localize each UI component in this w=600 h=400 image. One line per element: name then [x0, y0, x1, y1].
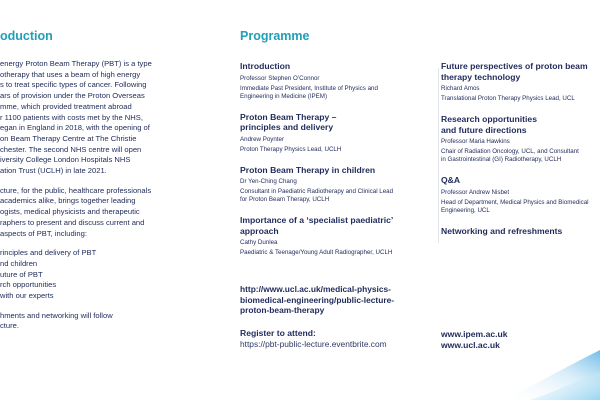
role-line: Chair of Radiation Oncology, UCL, and Consultant	[441, 148, 579, 155]
introduction-paragraph-2	[0, 186, 222, 240]
title-line: Proton Beam Therapy –	[240, 111, 337, 122]
intro-line: ars of provision under the Proton Overseas	[0, 91, 145, 101]
programme-item-title	[441, 61, 600, 82]
title-line: therapy technology	[441, 71, 521, 82]
speaker-role	[441, 148, 600, 164]
role-line: Immediate Past President, Institute of Physics and	[240, 84, 378, 92]
programme-item-title	[441, 114, 600, 135]
decorative-wave-graphic	[460, 330, 600, 400]
topic-list-item: with our experts	[0, 291, 54, 301]
title-line: and future directions	[441, 124, 527, 135]
title-line: approach	[240, 225, 279, 236]
title-line: Proton Beam Therapy in children	[240, 164, 376, 175]
programme-right-column	[441, 61, 600, 247]
intro-line: mme, which provided treatment abroad	[0, 101, 132, 111]
intro-line: hments and networking will follow	[0, 310, 113, 320]
link-line: http://www.ucl.ac.uk/medical-physics-	[240, 284, 391, 294]
intro-line: academics alike, brings together leading	[0, 196, 136, 206]
role-line: Engineering in Medicine (IPEM)	[240, 92, 328, 100]
programme-item	[240, 215, 430, 257]
intro-line: chester. The second NHS centre will open	[0, 144, 142, 154]
introduction-heading: oduction	[0, 29, 53, 43]
intro-line: egan in England in 2018, with the opening of	[0, 123, 150, 133]
speaker-name	[240, 75, 430, 83]
speaker-name	[441, 189, 600, 197]
link-line: proton-beam-therapy	[240, 305, 325, 315]
topic-list-item: nd children	[0, 258, 38, 268]
speaker-name	[240, 178, 430, 186]
role-line: Paediatric & Teenage/Young Adult Radiographer, UCLH	[240, 249, 393, 256]
intro-line: ation Trust (UCLH) in late 2021.	[0, 166, 107, 176]
intro-line: r 1100 patients with costs met by the NHS,	[0, 112, 143, 122]
intro-line: aspects of PBT, including:	[0, 228, 87, 238]
speaker-name	[240, 136, 430, 144]
role-line: Consultant in Paediatric Radiotherapy and Clinical Lead	[240, 188, 394, 195]
programme-heading: Programme	[240, 29, 310, 43]
role-line: for Proton Beam Therapy, UCLH	[240, 196, 330, 203]
speaker-role	[441, 199, 600, 215]
title-line: principles and delivery	[240, 122, 334, 132]
speaker-line: Richard Amos	[441, 85, 480, 92]
introduction-paragraph-1	[0, 59, 222, 177]
introduction-body	[0, 59, 222, 341]
role-line: Translational Proton Therapy Physics Lead, UCL	[441, 95, 575, 102]
role-line: Head of Department, Medical Physics and Biomedical	[441, 198, 589, 206]
intro-line: cture, for the public, healthcare professionals	[0, 185, 152, 195]
speaker-name	[441, 138, 600, 146]
programme-item	[240, 112, 430, 154]
introduction-paragraph-3	[0, 311, 222, 332]
programme-item	[441, 61, 600, 103]
role-line: Proton Therapy Physics Lead, UCLH	[240, 145, 342, 153]
programme-left-column	[240, 61, 430, 268]
speaker-line: Andrew Poynter	[240, 135, 285, 143]
title-line: Q&A	[441, 175, 461, 185]
role-line: Engineering, UCL	[441, 206, 490, 214]
programme-item	[240, 61, 430, 101]
intro-line: energy Proton Beam Therapy (PBT) is a type	[0, 59, 152, 68]
lecture-link[interactable]	[240, 284, 440, 316]
topic-list-item: uture of PBT	[0, 269, 43, 279]
topic-list-item: rinciples and delivery of PBT	[0, 248, 97, 258]
speaker-role	[441, 95, 600, 103]
title-line: Future perspectives of proton beam	[441, 61, 588, 71]
speaker-line: Professor Maria Hawkins	[441, 138, 510, 145]
role-line: in Gastrointestinal (GI) Radiotherapy, UCLH	[441, 156, 562, 163]
speaker-line: Dr Yen-Ching Chang	[240, 178, 297, 185]
topic-list-item: rch opportunities	[0, 280, 57, 290]
programme-item	[441, 226, 600, 237]
intro-line: iversity College London Hospitals NHS	[0, 155, 131, 165]
register-url[interactable]: https://pbt-public-lecture.eventbrite.com	[240, 338, 387, 349]
programme-item	[441, 114, 600, 164]
register-label: Register to attend:	[240, 328, 316, 338]
programme-item-title	[240, 215, 430, 236]
speaker-name	[240, 239, 430, 247]
link-line: biomedical-engineering/public-lecture-	[240, 294, 395, 305]
title-line: Importance of a ‘specialist paediatric’	[240, 215, 394, 225]
programme-item	[240, 165, 430, 205]
speaker-name	[441, 85, 600, 93]
register-block	[240, 328, 440, 349]
programme-item-title	[240, 165, 430, 176]
title-line: Research opportunities	[441, 114, 537, 124]
intro-line: ogists, medical physicists and therapeutic	[0, 207, 140, 217]
programme-item-title	[240, 61, 430, 72]
column-separator	[438, 68, 439, 243]
website-ucl[interactable]: www.ucl.ac.uk	[441, 340, 500, 350]
lecture-link-block	[240, 284, 440, 316]
introduction-topic-list	[0, 248, 222, 302]
speaker-role	[240, 188, 430, 204]
programme-item-title	[240, 112, 430, 133]
speaker-role	[240, 249, 430, 257]
programme-item	[441, 175, 600, 215]
speaker-role	[240, 85, 430, 101]
title-line: Introduction	[240, 61, 291, 71]
speaker-line: Cathy Dunlea	[240, 239, 278, 246]
programme-item-title	[441, 175, 600, 186]
title-line: Networking and refreshments	[441, 225, 563, 236]
website-ipem[interactable]: www.ipem.ac.uk	[441, 329, 508, 339]
speaker-line: Professor Stephen O’Connor	[240, 74, 320, 82]
programme-item-title	[441, 226, 600, 237]
intro-line: on Beam Therapy Centre at The Christie	[0, 133, 137, 143]
speaker-line: Professor Andrew Nisbet	[441, 188, 510, 196]
speaker-role	[240, 146, 430, 154]
intro-line: otherapy that uses a beam of high energy	[0, 69, 141, 79]
intro-line: cture.	[0, 321, 19, 331]
intro-line: s to treat specific types of cancer. Following	[0, 80, 147, 90]
intro-line: raphers to present and discuss current and	[0, 217, 145, 227]
